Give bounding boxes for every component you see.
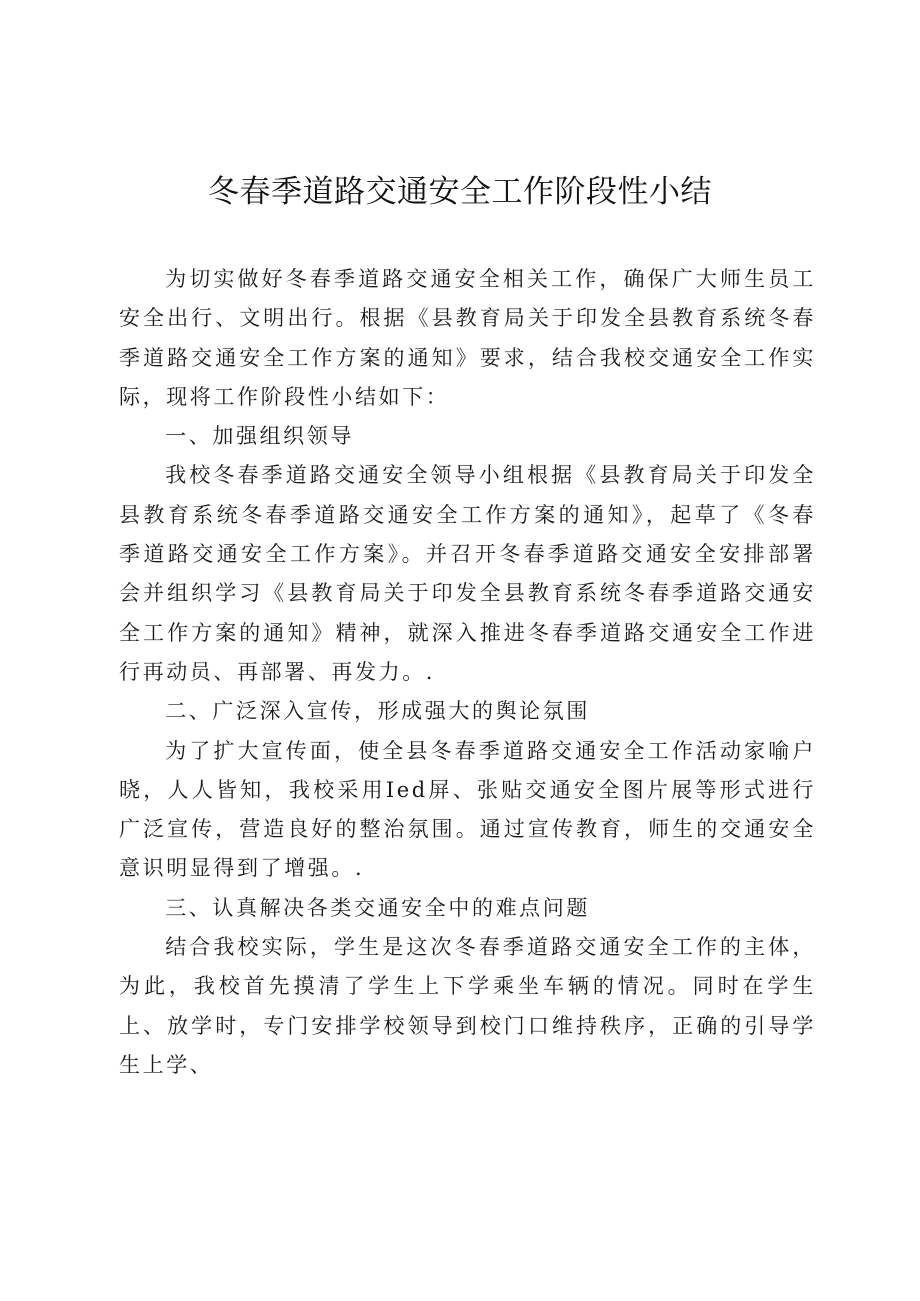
document-title: 冬春季道路交通安全工作阶段性小结	[208, 174, 712, 210]
document-body	[119, 260, 816, 1085]
section-paragraph-3: 结合我校实际，学生是这次冬春季道路交通安全工作的主体，为此，我校首先摸清了学生上下学乘坐车辆的情况。同时在学生上、放学时，专门安排学校领导到校门口维持秩序，正确的引导学生上学、	[119, 935, 816, 1077]
section-paragraph-1: 我校冬春季道路交通安全领导小组根据《县教育局关于印发全县教育系统冬春季道路交通安全工作方案的通知》，起草了《冬春季道路交通安全工作方案》。并召开冬春季道路交通安全安排部署会并组织学习《县教育局关于印发全县教育系统冬春季道路交通安全工作方案的通知》精神，就深入推进冬春季道路交通安全工作进行再动员、再部署、再发力。.	[119, 463, 816, 684]
section-heading-1: 一、加强组织领导	[165, 424, 354, 449]
section-paragraph-2: 为了扩大宣传面，使全县冬春季道路交通安全工作活动家喻户晓，人人皆知，我校采用Ied屏、张贴交通安全图片展等形式进行广泛宣传，营造良好的整治氛围。通过宣传教育，师生的交通安全意识明显得到了增强。.	[119, 738, 816, 881]
section-heading-2: 二、广泛深入宣传，形成强大的舆论氛围	[165, 699, 590, 724]
section-heading-3: 三、认真解决各类交通安全中的难点问题	[165, 895, 590, 920]
intro-paragraph: 为切实做好冬春季道路交通安全相关工作，确保广大师生员工安全出行、文明出行。根据《县教育局关于印发全县教育系统冬春季道路交通安全工作方案的通知》要求，结合我校交通安全工作实际，现将工作阶段性小结如下：	[119, 267, 816, 409]
